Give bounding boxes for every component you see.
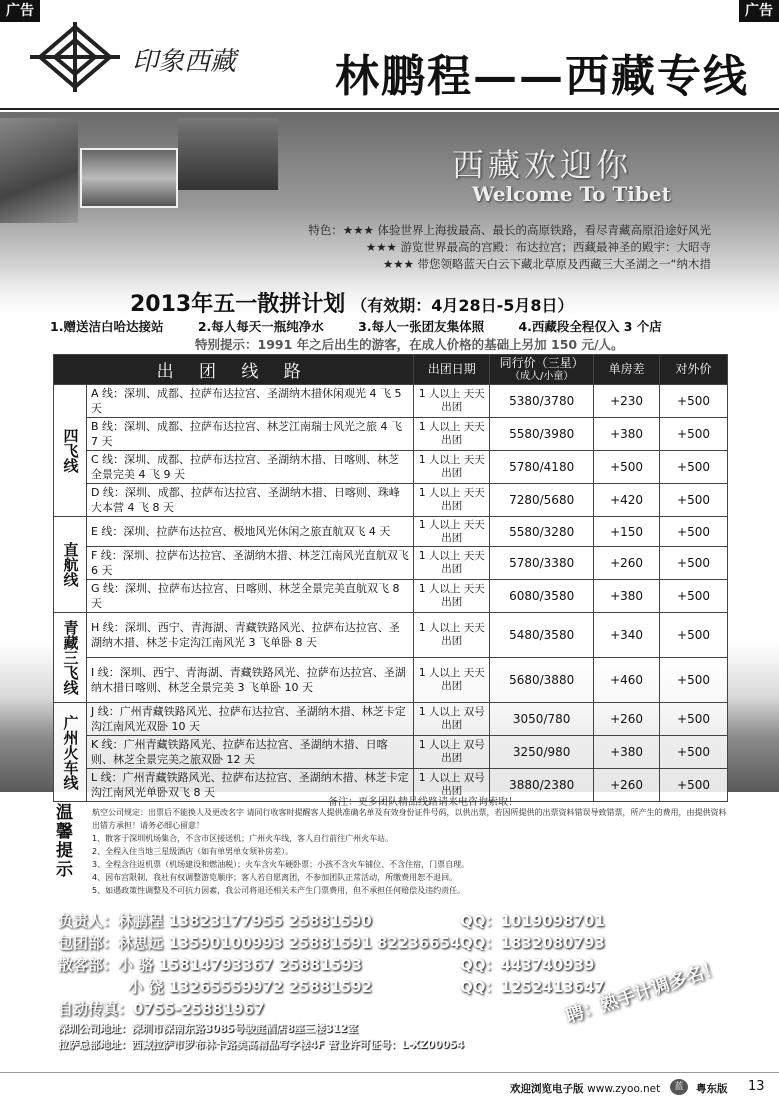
table-row [54,451,728,484]
contact-phones: 0755-25881967 [133,1000,265,1018]
external-price-cell: +500 [660,580,728,613]
external-price-cell: +500 [660,385,728,418]
table-row [54,658,728,703]
room-diff-cell: +230 [594,385,660,418]
route-group-label: 四飞线 [54,385,87,517]
plan-title-text: 2013年五一散拼计划 [130,292,346,317]
room-diff-cell: +260 [594,703,660,736]
footer-url[interactable]: www.zyoo.net [587,1083,661,1095]
date-cell: 1 人以上 天天出团 [414,658,490,703]
contact-row [58,932,605,954]
external-price-cell: +500 [660,418,728,451]
plan-title [130,287,574,318]
external-price-cell: +500 [660,736,728,769]
price-cell: 7280/5680 [490,484,594,517]
route-group-label: 直航线 [54,517,87,613]
header-price [490,355,594,385]
route-cell: B 线：深圳、成都、拉萨布达拉宫、林芝江南瑞士风光之旅 4 飞 7 天 [86,418,413,451]
room-diff-cell: +460 [594,658,660,703]
ad-tag-left: 广告 [0,0,40,22]
table-row [54,736,728,769]
address-line: 拉萨总部地址：西藏拉萨市罗布林卡路美高精品写字楼4F 营业许可证号：L-XZ00054 [58,1039,465,1051]
date-cell: 1 人以上 天天出团 [414,517,490,547]
perk-item: 2.每人每天一瓶纯净水 [197,319,324,334]
contact-phones: 15814793367 25881593 [158,956,362,974]
contact-qq: QQ：1832080793 [460,934,605,952]
tip-item: 3、全程含往返机票（机场建设和燃油税）；火车含火车硬卧票；小孩不含火车铺位、不含住宿，门票自理。 [92,860,470,869]
route-group-label: 青藏三飞线 [54,613,87,703]
price-cell: 3880/2380 [490,769,594,802]
header-room: 单房差 [594,355,660,385]
headline: 林鹏程——西藏专线 [335,51,749,102]
tips-intro: 航空公司规定：出票后不能换人及更改名字 请同行收客时提醒客人提供准确名单及有效身份证件号码，以供出票，若因所提供的出票资料错误导致错票，所产生的费用，由提供资料出错方承担！请务必细心留意！ [92,808,727,830]
route-cell: K 线：广州青藏铁路风光、拉萨布达拉宫、圣湖纳木措、日喀则、林芝全景完美之旅双卧 12 天 [86,736,413,769]
contact-row [58,998,461,1020]
route-cell: J 线：广州青藏铁路风光、拉萨布达拉宫、圣湖纳木措、林芝卡定沟江南风光双卧 10 天 [86,703,413,736]
welcome-en: Welcome To Tibet [472,182,671,206]
contact-phones: 13265559972 25881592 [168,978,372,996]
route-cell: D 线：深圳、成都、拉萨布达拉宫、圣湖纳木措、日喀则、珠峰大本营 4 飞 8 天 [86,484,413,517]
table-row [54,517,728,547]
header-price-sub: （成人/小童） [509,370,574,382]
table-row [54,484,728,517]
footer [0,1072,779,1100]
price-cell: 5780/4180 [490,451,594,484]
contact-phones: 13823177955 25881590 [168,912,372,930]
header [0,0,779,110]
routes-table [53,354,728,802]
route-cell: E 线：深圳、拉萨布达拉宫、极地风光休闲之旅直航双飞 4 天 [86,517,413,547]
edition-badge: 蓝 [670,1079,688,1095]
room-diff-cell: +380 [594,736,660,769]
edition-label: 粤东版 [696,1083,728,1095]
table-header-row [54,355,728,385]
external-price-cell: +500 [660,484,728,517]
date-cell: 1 人以上 天天出团 [414,613,490,658]
date-cell: 1 人以上 天天出团 [414,451,490,484]
routes-body [54,385,728,802]
room-diff-cell: +380 [594,580,660,613]
room-diff-cell: +420 [594,484,660,517]
route-cell: G 线：深圳、拉萨布达拉宫、日喀则、林芝全景完美直航双飞 8 天 [86,580,413,613]
room-diff-cell: +260 [594,547,660,580]
monastery-photo [80,148,178,208]
welcome-cn: 西藏欢迎你 [452,146,633,184]
tip-item: 1、散客于深圳机场集合，不含市区接送机；广州火车线，客人自行前往广州火车站。 [92,834,394,843]
external-price-cell: +500 [660,703,728,736]
table-row [54,703,728,736]
header-ext: 对外价 [660,355,728,385]
external-price-cell: +500 [660,517,728,547]
remark: 备注：更多团队精品线路请来电咨询索取！ [328,797,518,808]
table-row [54,385,728,418]
price-cell: 5780/3380 [490,547,594,580]
contact-qq: QQ：1252413647 [460,978,605,996]
table-row [54,547,728,580]
date-cell: 1 人以上 天天出团 [414,385,490,418]
perk-item: 4.西藏段全程仅入 3 个店 [518,319,662,334]
room-diff-cell: +380 [594,418,660,451]
contact-role: 负责人：林鹏程 [58,912,164,930]
route-cell: I 线：深圳、西宁、青海湖、青藏铁路风光、拉萨布达拉宫、圣湖纳木措日喀则、林芝全景完美 3 飞单卧 10 天 [86,658,413,703]
price-cell: 6080/3580 [490,580,594,613]
price-cell: 5480/3580 [490,613,594,658]
table-row [54,613,728,658]
addresses [58,1021,464,1053]
perks [50,317,692,335]
ad-tag-right: 广告 [739,0,779,22]
price-cell: 5380/3780 [490,385,594,418]
room-diff-cell: +260 [594,769,660,802]
date-cell: 1 人以上 天天出团 [414,580,490,613]
tip-item: 4、因布宫限制，我社有权调整游览顺序；客人若自愿离团，不参加团队正常活动，所缴费用恕不退回。 [92,873,458,882]
tip-item: 5、如遇政策性调整及不可抗力因素，我公司将退还相关未产生门票费用，但不承担任何赔偿及违约责任。 [92,886,466,895]
table-row [54,418,728,451]
price-cell: 5680/3880 [490,658,594,703]
contact-phones: 13590100993 25881591 82236654 [168,934,461,952]
header-route: 出 团 线 路 [54,355,414,385]
external-price-cell: +500 [660,547,728,580]
header-price-main: 同行价（三星） [499,355,584,370]
price-cell: 3250/980 [490,736,594,769]
tips-label: 温馨提示 [56,803,73,880]
contact-row [58,954,595,976]
special-notice: 特别提示：1991 年之后出生的游客，在成人价格的基础上另加 150 元/人。 [195,337,624,352]
page-number: 13 [748,1079,765,1094]
contact-role: 散客部：小 骆 [58,956,154,974]
route-cell: C 线：深圳、成都、拉萨布达拉宫、圣湖纳木措、日喀则、林芝全景完美 4 飞 9 天 [86,451,413,484]
header-date: 出团日期 [414,355,490,385]
external-price-cell: +500 [660,769,728,802]
external-price-cell: +500 [660,613,728,658]
contact-qq: QQ：443740939 [460,956,595,974]
table-row [54,580,728,613]
room-diff-cell: +500 [594,451,660,484]
date-cell: 1 人以上 双号出团 [414,736,490,769]
contact-role: 自动传真： [58,1000,134,1018]
tibet-knot-logo [20,22,290,92]
tip-item: 2、全程入住当地三星级酒店（如有单男单女须补房差）。 [92,847,294,856]
contacts [58,910,605,1020]
perk-item: 3.每人一张团友集体照 [358,319,485,334]
features-label: 特色： [308,223,343,237]
plan-valid-period: （有效期：4月28日-5月8日） [351,296,574,315]
route-group-label: 广州火车线 [54,703,87,802]
contact-row [58,910,605,932]
route-cell: F 线：深圳、拉萨布达拉宫、圣湖纳木措、林芝江南风光直航双飞 6 天 [86,547,413,580]
features [308,222,711,273]
contact-role: 小 饶 [128,978,164,996]
route-cell: H 线：深圳、西宁、青海湖、青藏铁路风光、拉萨布达拉宫、圣湖纳木措、林芝卡定沟江南风光 3 飞单卧 8 天 [86,613,413,658]
price-cell: 5580/3980 [490,418,594,451]
address-line: 深圳公司地址：深圳市深南东路3085号骏庭酒店8座三楼312室 [58,1023,358,1035]
footer-welcome: 欢迎浏览电子版 [510,1083,584,1095]
feature-line: ★★★ 带您领略蓝天白云下藏北草原及西藏三大圣湖之一“纳木措 [382,257,711,271]
hiring-notice: 聘：熟手计调多名！ [563,957,724,1028]
date-cell: 1 人以上 天天出团 [414,418,490,451]
date-cell: 1 人以上 天天出团 [414,547,490,580]
room-diff-cell: +150 [594,517,660,547]
route-cell: L 线：广州青藏铁路风光、拉萨布达拉宫、圣湖纳木措、林芝卡定沟江南风光单卧双飞 8 天 [86,769,413,802]
potala-photo [0,118,78,223]
perk-item: 1.赠送洁白哈达接站 [50,319,164,334]
external-price-cell: +500 [660,451,728,484]
feature-line: ★★★ 体验世界上海拔最高、最长的高原铁路，看尽青藏高原沿途好风光 [342,223,711,237]
external-price-cell: +500 [660,658,728,703]
room-diff-cell: +340 [594,613,660,658]
contact-row [58,976,605,998]
price-cell: 3050/780 [490,703,594,736]
date-cell: 1 人以上 双号出团 [414,703,490,736]
feature-line: ★★★ 游览世界最高的宫殿：布达拉宫；西藏最神圣的殿宇：大昭寺 [365,240,711,254]
price-cell: 5580/3280 [490,517,594,547]
contact-qq: QQ：1019098701 [460,912,605,930]
horse-riders-photo [178,118,278,190]
date-cell: 1 人以上 双号出团 [414,769,490,802]
tips [92,806,732,897]
route-cell: A 线：深圳、成都、拉萨布达拉宫、圣湖纳木措休闲观光 4 飞 5 天 [86,385,413,418]
logo-text: 印象西藏 [132,47,237,77]
contact-role: 包团部：林思远 [58,934,164,952]
date-cell: 1 人以上 天天出团 [414,484,490,517]
footer-text [510,1081,660,1096]
